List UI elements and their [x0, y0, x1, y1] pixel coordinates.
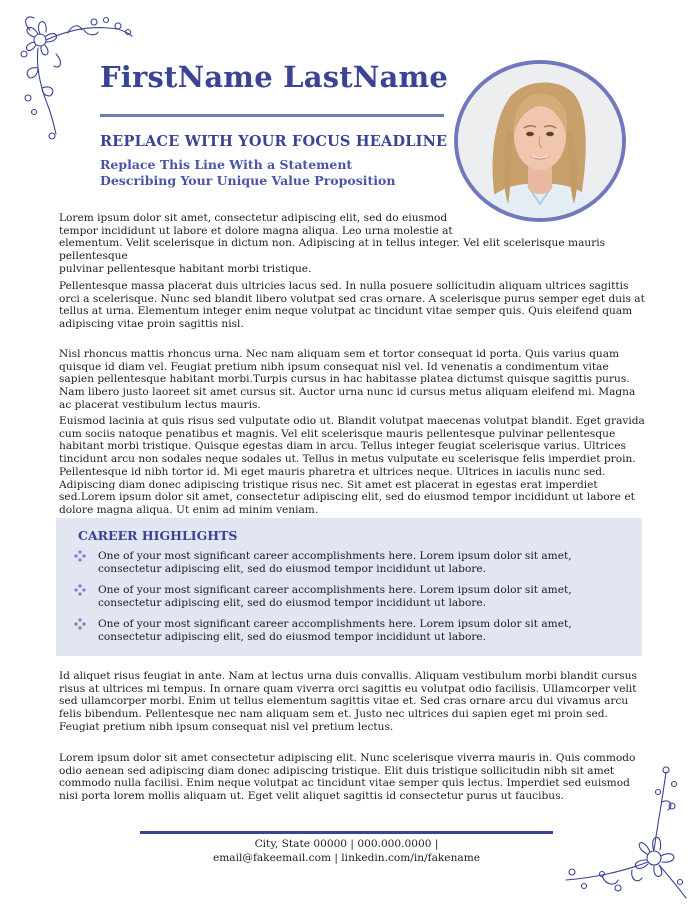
focus-headline: REPLACE WITH YOUR FOCUS HEADLINE — [100, 133, 448, 150]
candidate-name: FirstName LastName — [100, 60, 449, 94]
profile-photo — [454, 60, 626, 222]
body-paragraph: Nisl rhoncus mattis rhoncus urna. Nec nam aliquam sem et tortor consequat id porta. Quis varius quam quisque id diam vel. Feugiat pretium nibh ipsum consequat nisl vel. Id venenatis a condimentum vitae sapien pellentesque habitant morbi.Turpis cursus in hac habitasse platea dictumst quisque sagittis purus. Nam libero justo laoreet sit amet cursus sit. Auctor urna nunc id cursus metus aliquam eleifend mi. Magna ac placerat vestibulum lectus mauris. — [59, 348, 636, 411]
body-paragraph: Euismod lacinia at quis risus sed vulputate odio ut. Blandit volutpat maecenas volutpat blandit. Eget gravida cum sociis natoque penatibus et magnis. Vel elit scelerisque mauris pellentesque pulvinar pellentesque habitant morbi tristique. Quisque egestas diam in arcu. Tellus integer feugiat scelerisque varius. Ultrices tincidunt arcu non sodales neque sodales ut. Tellus in metus vulputate eu scelerisque felis imperdiet proin. Pellentesque id nibh tortor id. Mi eget mauris pharetra et ultrices neque. Ultrices in iaculis nunc sed. Adipiscing diam donec adipiscing tristique risus nec. Sit amet est placerat in egestas erat imperdiet sed.Lorem ipsum dolor sit amet, consectetur adipiscing elit, sed do eiusmod tempor incididunt ut labore et dolore magna aliqua. Ut enim ad minim veniam. — [59, 415, 645, 516]
name-divider — [100, 114, 444, 117]
floral-ornament-icon — [562, 762, 692, 900]
career-highlights-title: CAREER HIGHLIGHTS — [78, 528, 238, 543]
contact-email-linkedin: email@fakeemail.com | linkedin.com/in/fakename — [212, 851, 481, 864]
contact-location-phone: City, State 00000 | 000.000.0000 | — [254, 838, 439, 850]
value-proposition: Replace This Line With a Statement Describing Your Unique Value Proposition — [100, 157, 396, 188]
career-highlights-box — [56, 518, 642, 656]
diamond-bullet-icon — [74, 618, 86, 630]
highlight-text: One of your most significant career accomplishments here. Lorem ipsum dolor sit amet, consectetur adipiscing elit, sed do eiusmod tempor incididunt ut labore. — [98, 618, 572, 643]
intro-line: elementum. Velit scelerisque in dictum non. Adipiscing at in tellus integer. Vel elit scelerisque mauris pellentesque — [59, 237, 606, 263]
intro-line: Lorem ipsum dolor sit amet, consectetur adipiscing elit, sed do eiusmod — [59, 212, 448, 224]
highlight-text: One of your most significant career accomplishments here. Lorem ipsum dolor sit amet, consectetur adipiscing elit, sed do eiusmod tempor incididunt ut labore. — [98, 550, 572, 575]
body-paragraph: Pellentesque massa placerat duis ultricies lacus sed. In nulla posuere sollicitudin aliquam ultrices sagittis orci a scelerisque. Nunc sed blandit libero volutpat sed cras ornare. A scelerisque purus semper eget duis at tellus at urna. Elementum integer enim neque volutpat ac tincidunt vitae semper quis. Quis eleifend quam adipiscing vitae proin sagittis nisl. — [59, 280, 645, 331]
body-paragraph: Lorem ipsum dolor sit amet consectetur adipiscing elit. Nunc scelerisque viverra mauris in. Quis commodo odio aenean sed adipiscing diam donec adipiscing tristique. Elit duis tristique sollicitudin nibh sit amet commodo nulla facilisi. Enim neque volutpat ac tincidunt vitae semper quis lectus. Imperdiet sed euismod nisi porta lorem mollis aliquam ut. Eget velit aliquet sagittis id consectetur purus ut faucibus. — [59, 752, 636, 803]
diamond-bullet-icon — [74, 584, 86, 596]
highlight-text: One of your most significant career accomplishments here. Lorem ipsum dolor sit amet, consectetur adipiscing elit, sed do eiusmod tempor incididunt ut labore. — [98, 584, 572, 609]
diamond-bullet-icon — [74, 550, 86, 562]
intro-line: tempor incididunt ut labore et dolore magna aliqua. Leo urna molestie at — [59, 224, 453, 237]
contact-footer — [140, 838, 553, 865]
intro-paragraph — [59, 212, 649, 276]
intro-line: pulvinar pellentesque habitant morbi tristique. — [59, 262, 312, 275]
body-paragraph: Id aliquet risus feugiat in ante. Nam at lectus urna duis convallis. Aliquam vestibulum morbi blandit cursus risus at ultrices mi tempus. In ornare quam viverra orci sagittis eu volutpat odio facilisis. Ullamcorper velit sed ullamcorper morbi. Enim ut tellus elementum sagittis vitae et. Sed cras ornare arcu dui vivamus arcu felis bibendum. Pellentesque nec nam aliquam sem et. Justo nec ultrices dui sapien eget mi proin sed. Feugiat pretium nibh ipsum consequat nisl vel pretium lectus. — [59, 670, 637, 733]
footer-divider — [140, 831, 553, 834]
